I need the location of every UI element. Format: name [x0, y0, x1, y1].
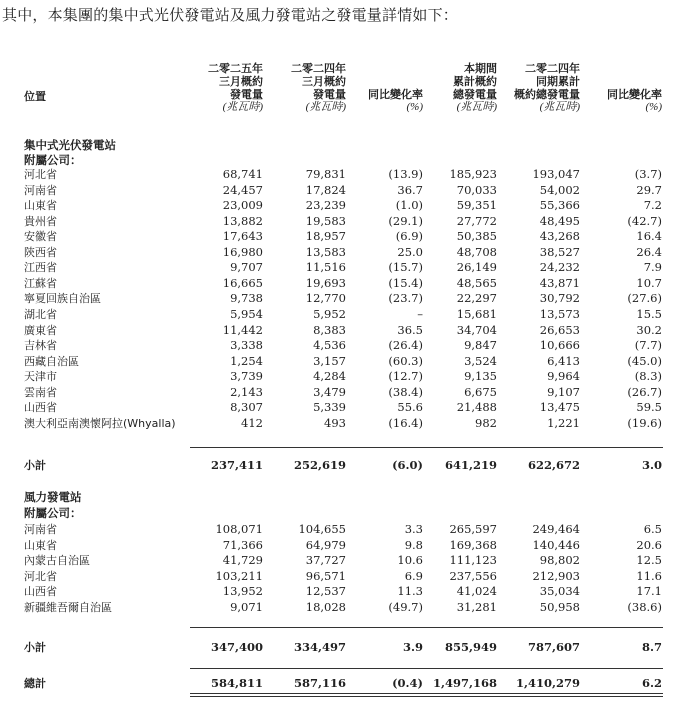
mar-2025-output: 13,882 [222, 213, 263, 228]
mar-2024-output: 19,583 [305, 213, 346, 228]
period-cumulative-output: 26,149 [456, 260, 497, 275]
row-location: 小計 [24, 459, 46, 472]
prior-cumulative-output: 249,464 [532, 522, 580, 536]
mar-yoy-change: (49.7) [388, 600, 423, 614]
row-location: 河南省 [24, 183, 57, 197]
mar-2025-output: 41,729 [222, 553, 263, 568]
row-location: 吉林省 [24, 339, 57, 353]
mar-2025-output: 68,741 [222, 167, 263, 181]
mar-2024-output: 12,537 [305, 584, 346, 599]
prior-cumulative-output: 48,495 [539, 213, 580, 228]
mar-2024-output: 4,536 [313, 338, 346, 353]
cumulative-yoy-change: 11.6 [636, 568, 662, 583]
mar-2024-output: 79,831 [305, 167, 346, 181]
table-row [0, 676, 676, 691]
table-row [0, 245, 676, 260]
cumulative-yoy-change: 7.9 [643, 260, 662, 275]
mar-2024-output: 104,655 [298, 522, 346, 536]
solar-section-subtitle: 附屬公司： [24, 153, 82, 167]
mar-2025-output: 17,643 [222, 229, 263, 244]
prior-cumulative-output: 98,802 [539, 553, 580, 568]
period-cumulative-output: 855,949 [444, 640, 497, 654]
period-cumulative-output: 6,675 [464, 384, 497, 399]
mar-2024-output: 587,116 [293, 676, 346, 690]
prior-cumulative-output: 193,047 [532, 167, 580, 181]
mar-2024-output: 334,497 [293, 640, 346, 654]
period-cumulative-output: 3,524 [464, 353, 497, 368]
mar-2025-output: 24,457 [222, 182, 263, 197]
prior-cumulative-output: 24,232 [539, 260, 580, 275]
cumulative-yoy-change: (27.6) [627, 291, 662, 306]
prior-cumulative-output: 55,366 [539, 198, 580, 213]
solar-section-title: 集中式光伏發電站 [24, 138, 116, 152]
table-row [0, 183, 676, 198]
table-row [0, 458, 676, 473]
prior-cumulative-output: 622,672 [527, 458, 580, 472]
header-col1: 二零二五年 三月概約 發電量 (兆瓦時) [208, 62, 263, 113]
total-top-rule [190, 668, 663, 669]
row-location: 西藏自治區 [24, 354, 79, 368]
mar-yoy-change: 3.9 [402, 640, 423, 654]
cumulative-yoy-change: 3.0 [641, 458, 662, 472]
table-row [0, 323, 676, 338]
table-row [0, 569, 676, 584]
cumulative-yoy-change: 8.7 [641, 640, 662, 654]
mar-2025-output: 16,980 [222, 244, 263, 259]
prior-cumulative-output: 9,964 [547, 369, 580, 384]
mar-yoy-change: 6.9 [404, 568, 423, 583]
mar-2024-output: 18,957 [305, 229, 346, 244]
mar-yoy-change: (60.3) [388, 353, 423, 368]
period-cumulative-output: 21,488 [456, 400, 497, 415]
mar-2024-output: 23,239 [305, 198, 346, 213]
mar-2024-output: 17,824 [305, 182, 346, 197]
table-row [0, 400, 676, 415]
mar-yoy-change: (12.7) [388, 369, 423, 384]
row-location: 山西省 [24, 401, 57, 415]
mar-2024-output: 18,028 [305, 600, 346, 614]
header-col4: 本期間 累計概約 總發電量 (兆瓦時) [453, 62, 497, 113]
period-cumulative-output: 237,556 [449, 568, 497, 583]
row-location: 貴州省 [24, 214, 57, 228]
table-row [0, 291, 676, 306]
mar-2024-output: 12,770 [305, 291, 346, 306]
mar-yoy-change: 9.8 [404, 537, 423, 552]
period-cumulative-output: 111,123 [449, 553, 497, 568]
row-location: 總計 [24, 677, 46, 690]
table-row [0, 369, 676, 384]
cumulative-yoy-change: 7.2 [643, 198, 662, 213]
period-cumulative-output: 9,847 [464, 338, 497, 353]
table-row [0, 416, 676, 431]
period-cumulative-output: 185,923 [449, 167, 497, 181]
prior-cumulative-output: 43,268 [539, 229, 580, 244]
row-location: 天津市 [24, 370, 57, 384]
table-row [0, 600, 676, 615]
mar-2025-output: 108,071 [215, 522, 263, 536]
period-cumulative-output: 50,385 [456, 229, 497, 244]
cumulative-yoy-change: 17.1 [636, 584, 662, 599]
cumulative-yoy-change: (19.6) [627, 415, 662, 430]
prior-cumulative-output: 1,221 [547, 415, 580, 430]
table-row [0, 354, 676, 369]
mar-yoy-change: 36.5 [397, 322, 423, 337]
wind-section-subtitle: 附屬公司： [24, 506, 82, 520]
prior-cumulative-output: 35,034 [539, 584, 580, 599]
mar-2025-output: 412 [241, 415, 263, 430]
cumulative-yoy-change: (7.7) [634, 338, 662, 353]
mar-2025-output: 5,954 [230, 306, 263, 321]
row-location: 澳大利亞南澳懷阿拉(Whyalla) [24, 416, 176, 430]
mar-yoy-change: 3.3 [404, 522, 423, 536]
table-row [0, 214, 676, 229]
intro-text: 其中，本集團的集中式光伏發電站及風力發電站之發電量詳情如下： [2, 6, 459, 24]
mar-yoy-change: (1.0) [395, 198, 423, 213]
period-cumulative-output: 70,033 [456, 182, 497, 197]
mar-2024-output: 4,284 [313, 369, 346, 384]
mar-yoy-change: (13.9) [388, 167, 423, 181]
table-row [0, 260, 676, 275]
mar-2025-output: 347,400 [210, 640, 263, 654]
prior-cumulative-output: 38,527 [539, 244, 580, 259]
cumulative-yoy-change: (8.3) [634, 369, 662, 384]
mar-2024-output: 5,339 [313, 400, 346, 415]
mar-2025-output: 9,707 [230, 260, 263, 275]
period-cumulative-output: 27,772 [456, 213, 497, 228]
period-cumulative-output: 48,708 [456, 244, 497, 259]
mar-2024-output: 3,479 [313, 384, 346, 399]
cumulative-yoy-change: 20.6 [636, 537, 662, 552]
row-location: 寧夏回族自治區 [24, 292, 101, 306]
period-cumulative-output: 641,219 [444, 458, 497, 472]
period-cumulative-output: 41,024 [456, 584, 497, 599]
solar-subtotal-rule [190, 447, 663, 448]
row-location: 新疆維吾爾自治區 [24, 601, 112, 614]
mar-2025-output: 23,009 [222, 198, 263, 213]
wind-section-title: 風力發電站 [24, 490, 82, 504]
row-location: 河北省 [24, 569, 57, 583]
mar-yoy-change: (23.7) [388, 291, 423, 306]
mar-yoy-change: (6.0) [392, 458, 423, 472]
header-col6: 同比變化率 (%) [607, 88, 662, 113]
header-location: 位置 [24, 90, 46, 103]
mar-2024-output: 19,693 [305, 275, 346, 290]
mar-2024-output: 64,979 [305, 537, 346, 552]
mar-yoy-change: (15.4) [388, 275, 423, 290]
cumulative-yoy-change: (3.7) [634, 167, 662, 181]
mar-2025-output: 8,307 [230, 400, 263, 415]
mar-2025-output: 9,738 [230, 291, 263, 306]
row-location: 湖北省 [24, 307, 57, 321]
mar-2025-output: 584,811 [210, 676, 263, 690]
mar-yoy-change: (0.4) [392, 676, 423, 690]
mar-yoy-change: – [417, 306, 423, 321]
mar-2025-output: 3,739 [230, 369, 263, 384]
mar-2025-output: 237,411 [210, 458, 263, 472]
period-cumulative-output: 1,497,168 [432, 676, 497, 690]
prior-cumulative-output: 50,958 [539, 600, 580, 614]
mar-2024-output: 96,571 [305, 568, 346, 583]
table-row [0, 553, 676, 568]
table-row [0, 640, 676, 655]
prior-cumulative-output: 212,903 [532, 568, 580, 583]
row-location: 陝西省 [24, 245, 57, 259]
period-cumulative-output: 31,281 [456, 600, 497, 614]
mar-2024-output: 8,383 [313, 322, 346, 337]
table-row [0, 538, 676, 553]
prior-cumulative-output: 43,871 [539, 275, 580, 290]
cumulative-yoy-change: 6.5 [643, 522, 662, 536]
mar-2024-output: 252,619 [293, 458, 346, 472]
cumulative-yoy-change: 15.5 [636, 306, 662, 321]
prior-cumulative-output: 13,475 [539, 400, 580, 415]
cumulative-yoy-change: (38.6) [627, 600, 662, 614]
mar-yoy-change: (15.7) [388, 260, 423, 275]
row-location: 山東省 [24, 538, 57, 552]
wind-subtotal-rule [190, 627, 663, 628]
header-col5: 二零二四年 同期累計 概約總發電量 (兆瓦時) [514, 62, 580, 113]
table-row [0, 276, 676, 291]
mar-2025-output: 16,665 [222, 275, 263, 290]
cumulative-yoy-change: (45.0) [627, 353, 662, 368]
period-cumulative-output: 982 [475, 415, 497, 430]
period-cumulative-output: 9,135 [464, 369, 497, 384]
mar-yoy-change: 55.6 [397, 400, 423, 415]
period-cumulative-output: 34,704 [456, 322, 497, 337]
row-location: 雲南省 [24, 385, 57, 399]
mar-2025-output: 2,143 [230, 384, 263, 399]
prior-cumulative-output: 26,653 [539, 322, 580, 337]
mar-2025-output: 11,442 [222, 322, 263, 337]
cumulative-yoy-change: (26.7) [627, 384, 662, 399]
period-cumulative-output: 48,565 [456, 275, 497, 290]
prior-cumulative-output: 30,792 [539, 291, 580, 306]
period-cumulative-output: 22,297 [456, 291, 497, 306]
table-row [0, 385, 676, 400]
cumulative-yoy-change: 16.4 [636, 229, 662, 244]
cumulative-yoy-change: 29.7 [636, 182, 662, 197]
table-row [0, 522, 676, 537]
table-row [0, 198, 676, 213]
row-location: 江西省 [24, 261, 57, 275]
mar-yoy-change: 25.0 [397, 244, 423, 259]
period-cumulative-output: 169,368 [449, 537, 497, 552]
cumulative-yoy-change: 10.7 [636, 275, 662, 290]
mar-2025-output: 3,338 [230, 338, 263, 353]
total-double-rule [190, 693, 663, 697]
row-location: 小計 [24, 641, 46, 654]
prior-cumulative-output: 54,002 [539, 182, 580, 197]
table-row [0, 584, 676, 599]
prior-cumulative-output: 9,107 [547, 384, 580, 399]
period-cumulative-output: 15,681 [456, 306, 497, 321]
cumulative-yoy-change: (42.7) [627, 213, 662, 228]
mar-2025-output: 13,952 [222, 584, 263, 599]
mar-2025-output: 71,366 [222, 537, 263, 552]
mar-yoy-change: (29.1) [388, 213, 423, 228]
mar-yoy-change: 11.3 [397, 584, 423, 599]
cumulative-yoy-change: 26.4 [636, 244, 662, 259]
cumulative-yoy-change: 12.5 [636, 553, 662, 568]
row-location: 河南省 [24, 523, 57, 536]
prior-cumulative-output: 10,666 [539, 338, 580, 353]
mar-2024-output: 3,157 [313, 353, 346, 368]
row-location: 江蘇省 [24, 276, 57, 290]
period-cumulative-output: 59,351 [456, 198, 497, 213]
mar-2024-output: 5,952 [313, 306, 346, 321]
header-col3: 同比變化率 (%) [368, 88, 423, 113]
row-location: 山西省 [24, 585, 57, 599]
mar-2024-output: 13,583 [305, 244, 346, 259]
cumulative-yoy-change: 6.2 [641, 676, 662, 690]
prior-cumulative-output: 6,413 [547, 353, 580, 368]
table-row [0, 229, 676, 244]
mar-2024-output: 37,727 [305, 553, 346, 568]
mar-2025-output: 9,071 [230, 600, 263, 614]
cumulative-yoy-change: 59.5 [636, 400, 662, 415]
prior-cumulative-output: 787,607 [527, 640, 580, 654]
mar-2025-output: 1,254 [230, 353, 263, 368]
header-col2: 二零二四年 三月概約 發電量 (兆瓦時) [291, 62, 346, 113]
mar-yoy-change: (26.4) [388, 338, 423, 353]
table-row [0, 338, 676, 353]
prior-cumulative-output: 1,410,279 [515, 676, 580, 690]
mar-yoy-change: 10.6 [397, 553, 423, 568]
row-location: 廣東省 [24, 323, 57, 337]
mar-yoy-change: (16.4) [388, 415, 423, 430]
table-row [0, 167, 676, 182]
mar-yoy-change: (6.9) [395, 229, 423, 244]
mar-yoy-change: 36.7 [397, 182, 423, 197]
cumulative-yoy-change: 30.2 [636, 322, 662, 337]
row-location: 內蒙古自治區 [24, 554, 90, 568]
row-location: 山東省 [24, 199, 57, 213]
row-location: 安徽省 [24, 230, 57, 244]
table-row [0, 307, 676, 322]
mar-2024-output: 11,516 [305, 260, 346, 275]
period-cumulative-output: 265,597 [449, 522, 497, 536]
prior-cumulative-output: 13,573 [539, 306, 580, 321]
mar-2024-output: 493 [324, 415, 346, 430]
mar-2025-output: 103,211 [215, 568, 263, 583]
row-location: 河北省 [24, 168, 57, 181]
mar-yoy-change: (38.4) [388, 384, 423, 399]
prior-cumulative-output: 140,446 [532, 537, 580, 552]
